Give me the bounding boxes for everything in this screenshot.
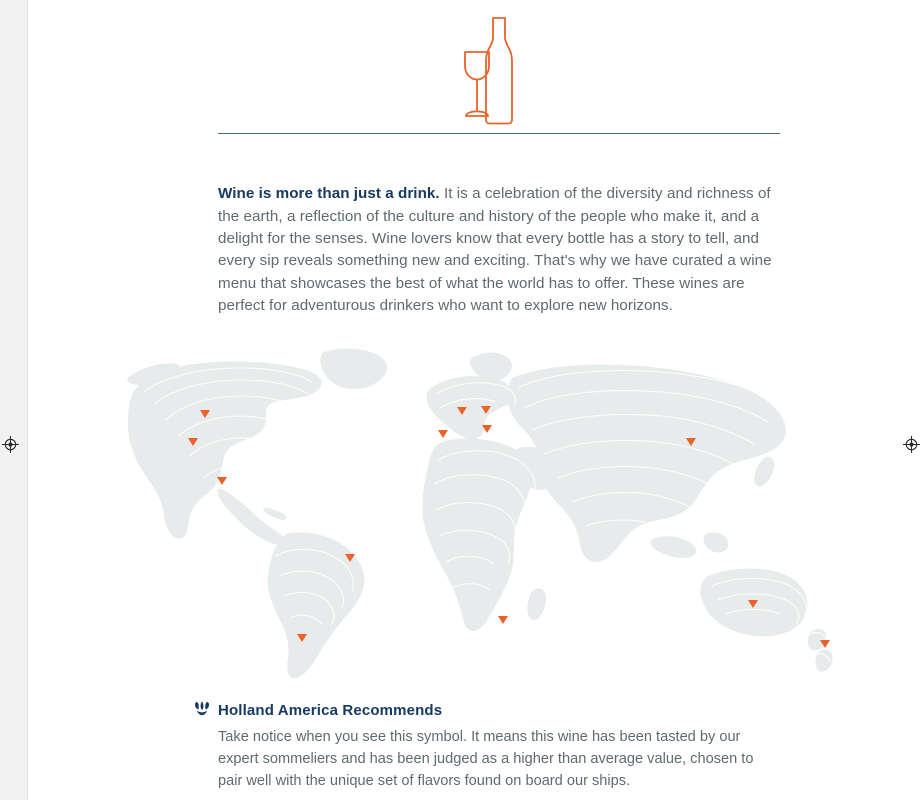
intro-body: It is a celebration of the diversity and richness of the earth, a reflection of the culture and history of the people who make it, and a delight for the senses. Wine lovers know that every bottle has a story to tell, and every sip reveals something new and exciting. That's why we have curated a wine menu that showcases the best of what the world has to offer. These wines are perfect for adventurous drinkers who want to explore new horizons. [218, 185, 772, 315]
recommends-body: Take notice when you see this symbol. It means this wine has been tasted by our expert sommeliers and has been judged as a higher than average value, chosen to pair well with the unique set of flavors found on board our ships. [218, 729, 754, 789]
pin-chile-argentina [297, 634, 307, 642]
pin-central-asia [686, 438, 696, 446]
registration-mark-right [903, 436, 920, 453]
pin-italy [482, 425, 492, 433]
holland-america-recommends [193, 700, 793, 792]
registration-mark-left [2, 436, 19, 453]
pin-spain [438, 430, 448, 438]
pin-new-zealand [820, 640, 830, 648]
world-map [120, 338, 840, 688]
pin-australia [748, 600, 758, 608]
pin-pacific-northwest [200, 410, 210, 418]
pin-germany [481, 406, 491, 414]
pin-brazil [345, 554, 355, 562]
recommends-header [193, 700, 793, 721]
header-divider [218, 133, 780, 134]
intro-paragraph [218, 183, 774, 317]
left-trim-band [0, 0, 28, 800]
pin-california-south [217, 477, 227, 485]
intro-lead: Wine is more than just a drink. [218, 185, 440, 203]
recommends-title: Holland America Recommends [218, 702, 443, 719]
pin-south-africa [498, 616, 508, 624]
wine-bottle-and-glass-icon [455, 14, 545, 126]
holland-america-crown-icon [193, 700, 211, 721]
pin-france [457, 407, 467, 415]
pin-california-north [188, 438, 198, 446]
